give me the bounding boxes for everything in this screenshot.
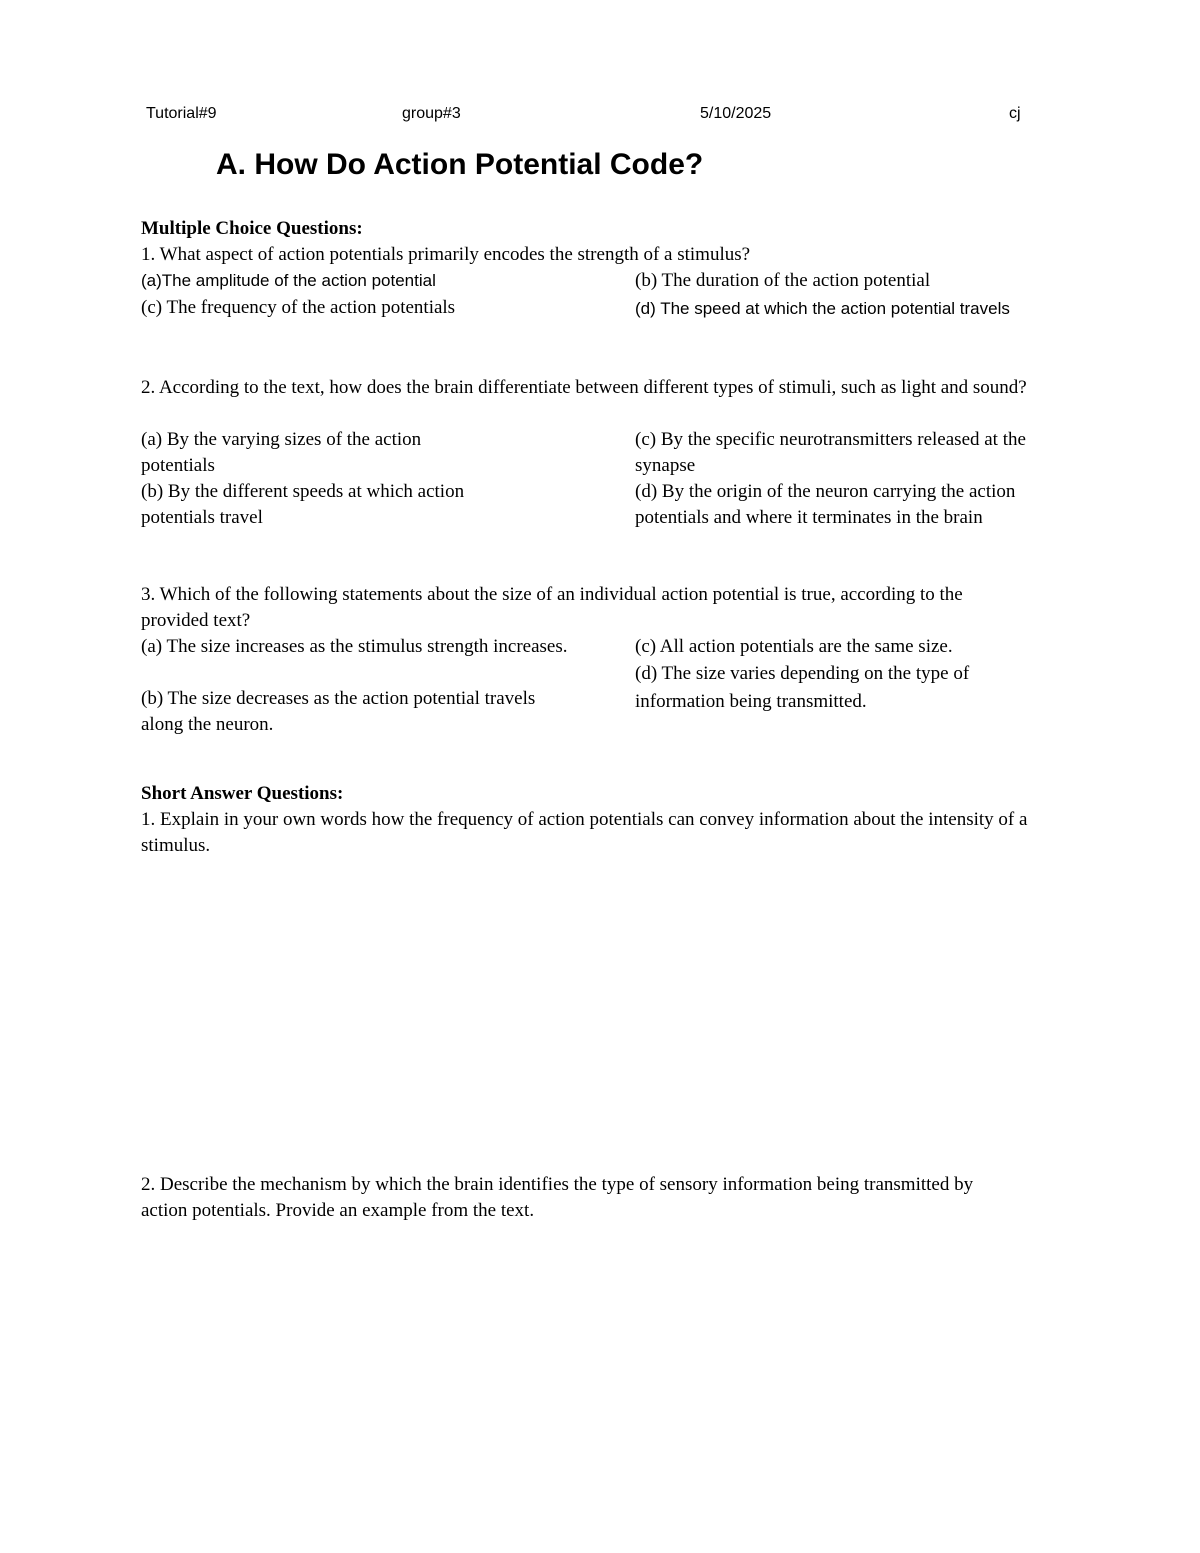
mcq-3-option-d: (d) The size varies depending on the type of information being transmitted.	[635, 663, 970, 712]
header-date: 5/10/2025	[700, 105, 772, 122]
header-group: group#3	[402, 105, 461, 122]
saq-question-1: 1. Explain in your own words how the frequency of action potentials can convey information about the intensity of a stimulus.	[141, 809, 1028, 856]
saq-heading: Short Answer Questions:	[141, 783, 344, 804]
mcq-3-option-c: (c) All action potentials are the same size.	[635, 636, 953, 657]
page-title: A. How Do Action Potential Code?	[216, 148, 704, 181]
mcq-3-option-b: (b) The size decreases as the action potential travels along the neuron.	[141, 688, 536, 735]
mcq-1-option-a: (a)The amplitude of the action potential	[141, 271, 436, 290]
mcq-question-2: 2. According to the text, how does the brain differentiate between different types of stimuli, such as light and sound?	[141, 377, 1027, 398]
mcq-3-option-a: (a) The size increases as the stimulus strength increases.	[141, 636, 568, 657]
mcq-1-option-b: (b) The duration of the action potential	[635, 270, 931, 291]
mcq-1-option-d: (d) The speed at which the action potential travels	[635, 299, 1010, 318]
mcq-2-option-b: (b) By the different speeds at which action potentials travel	[141, 481, 465, 528]
mcq-2-option-a: (a) By the varying sizes of the action potentials	[141, 429, 422, 476]
header-initials: cj	[1009, 105, 1021, 122]
mcq-1-option-c: (c) The frequency of the action potentials	[141, 297, 456, 318]
header-tutorial: Tutorial#9	[146, 105, 217, 122]
mcq-question-3: 3. Which of the following statements about the size of an individual action potential is true, according to the provided text?	[141, 584, 963, 631]
mcq-heading: Multiple Choice Questions:	[141, 218, 363, 239]
mcq-2-option-d: (d) By the origin of the neuron carrying the action potentials and where it terminates in the brain	[635, 481, 1016, 528]
mcq-question-1: 1. What aspect of action potentials primarily encodes the strength of a stimulus?	[141, 244, 751, 265]
mcq-2-option-c: (c) By the specific neurotransmitters released at the synapse	[635, 429, 1026, 476]
saq-question-2: 2. Describe the mechanism by which the brain identifies the type of sensory information being transmitted by action potentials. Provide an example from the text.	[141, 1174, 974, 1221]
